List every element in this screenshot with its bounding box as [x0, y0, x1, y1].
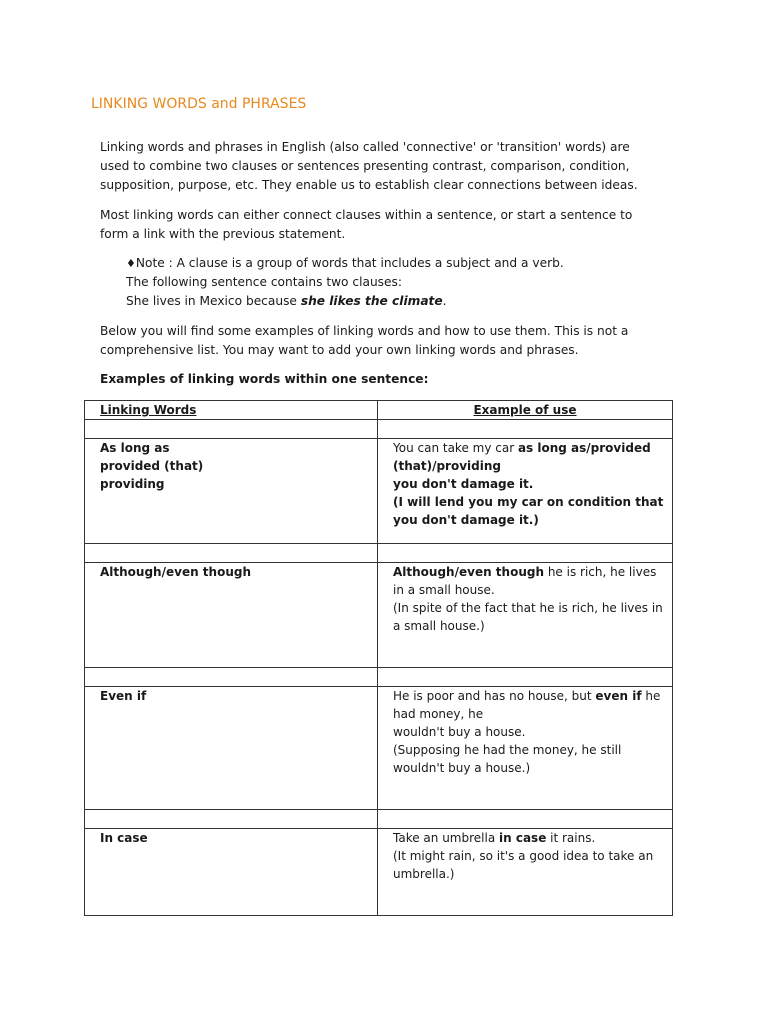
clause-note	[126, 254, 666, 311]
table-spacer-row	[85, 668, 673, 687]
page-title: LINKING WORDS and PHRASES	[91, 96, 307, 112]
linking-words-table	[84, 400, 673, 916]
example-cell: Take an umbrella in case it rains. (It might rain, so it's a good idea to take an umbrella.)	[378, 829, 673, 916]
diamond-bullet-icon: ♦	[126, 257, 136, 270]
example-cell: He is poor and has no house, but even if he had money, he wouldn't buy a house. (Supposing he had the money, he still wouldn't buy a house.)	[378, 687, 673, 810]
table-row	[85, 439, 673, 544]
header-linking-words: Linking Words	[85, 401, 378, 420]
linking-word-cell: Even if	[85, 687, 378, 810]
example-cell: Although/even though he is rich, he lives in a small house. (In spite of the fact that he is rich, he lives in a small house.)	[378, 563, 673, 668]
table-spacer-row	[85, 420, 673, 439]
intro-paragraph-3: Below you will find some examples of linking words and how to use them. This is not a comprehensive list. You may want to add your own linking words and phrases.	[100, 324, 629, 357]
example-cell: You can take my car as long as/provided (that)/providing you don't damage it. (I will lend you my car on condition that you don't damage it.)	[378, 439, 673, 544]
table-row	[85, 687, 673, 810]
note-line-2: The following sentence contains two clauses:	[126, 275, 402, 289]
table-row	[85, 829, 673, 916]
table-spacer-row	[85, 810, 673, 829]
linking-word-cell: In case	[85, 829, 378, 916]
note-line-1: ♦Note : A clause is a group of words that includes a subject and a verb.	[126, 256, 564, 270]
intro-paragraph-2: Most linking words can either connect clauses within a sentence, or start a sentence to form a link with the previous statement.	[100, 208, 633, 241]
linking-word-cell: Although/even though	[85, 563, 378, 668]
intro-paragraph-1: Linking words and phrases in English (also called 'connective' or 'transition' words) are used to combine two clauses or sentences presenting contrast, comparison, condition, supposition, purpose, etc. They enable us to establish clear connections between ideas.	[100, 140, 638, 192]
note-line-3: She lives in Mexico because she likes the climate.	[126, 294, 447, 308]
examples-subheading: Examples of linking words within one sentence:	[100, 372, 429, 386]
table-header-row	[85, 401, 673, 420]
table-row	[85, 563, 673, 668]
table-spacer-row	[85, 544, 673, 563]
linking-word-cell: As long as provided (that) providing	[85, 439, 378, 544]
note-emphasis: she likes the climate	[300, 294, 443, 308]
header-example-of-use: Example of use	[378, 401, 673, 420]
